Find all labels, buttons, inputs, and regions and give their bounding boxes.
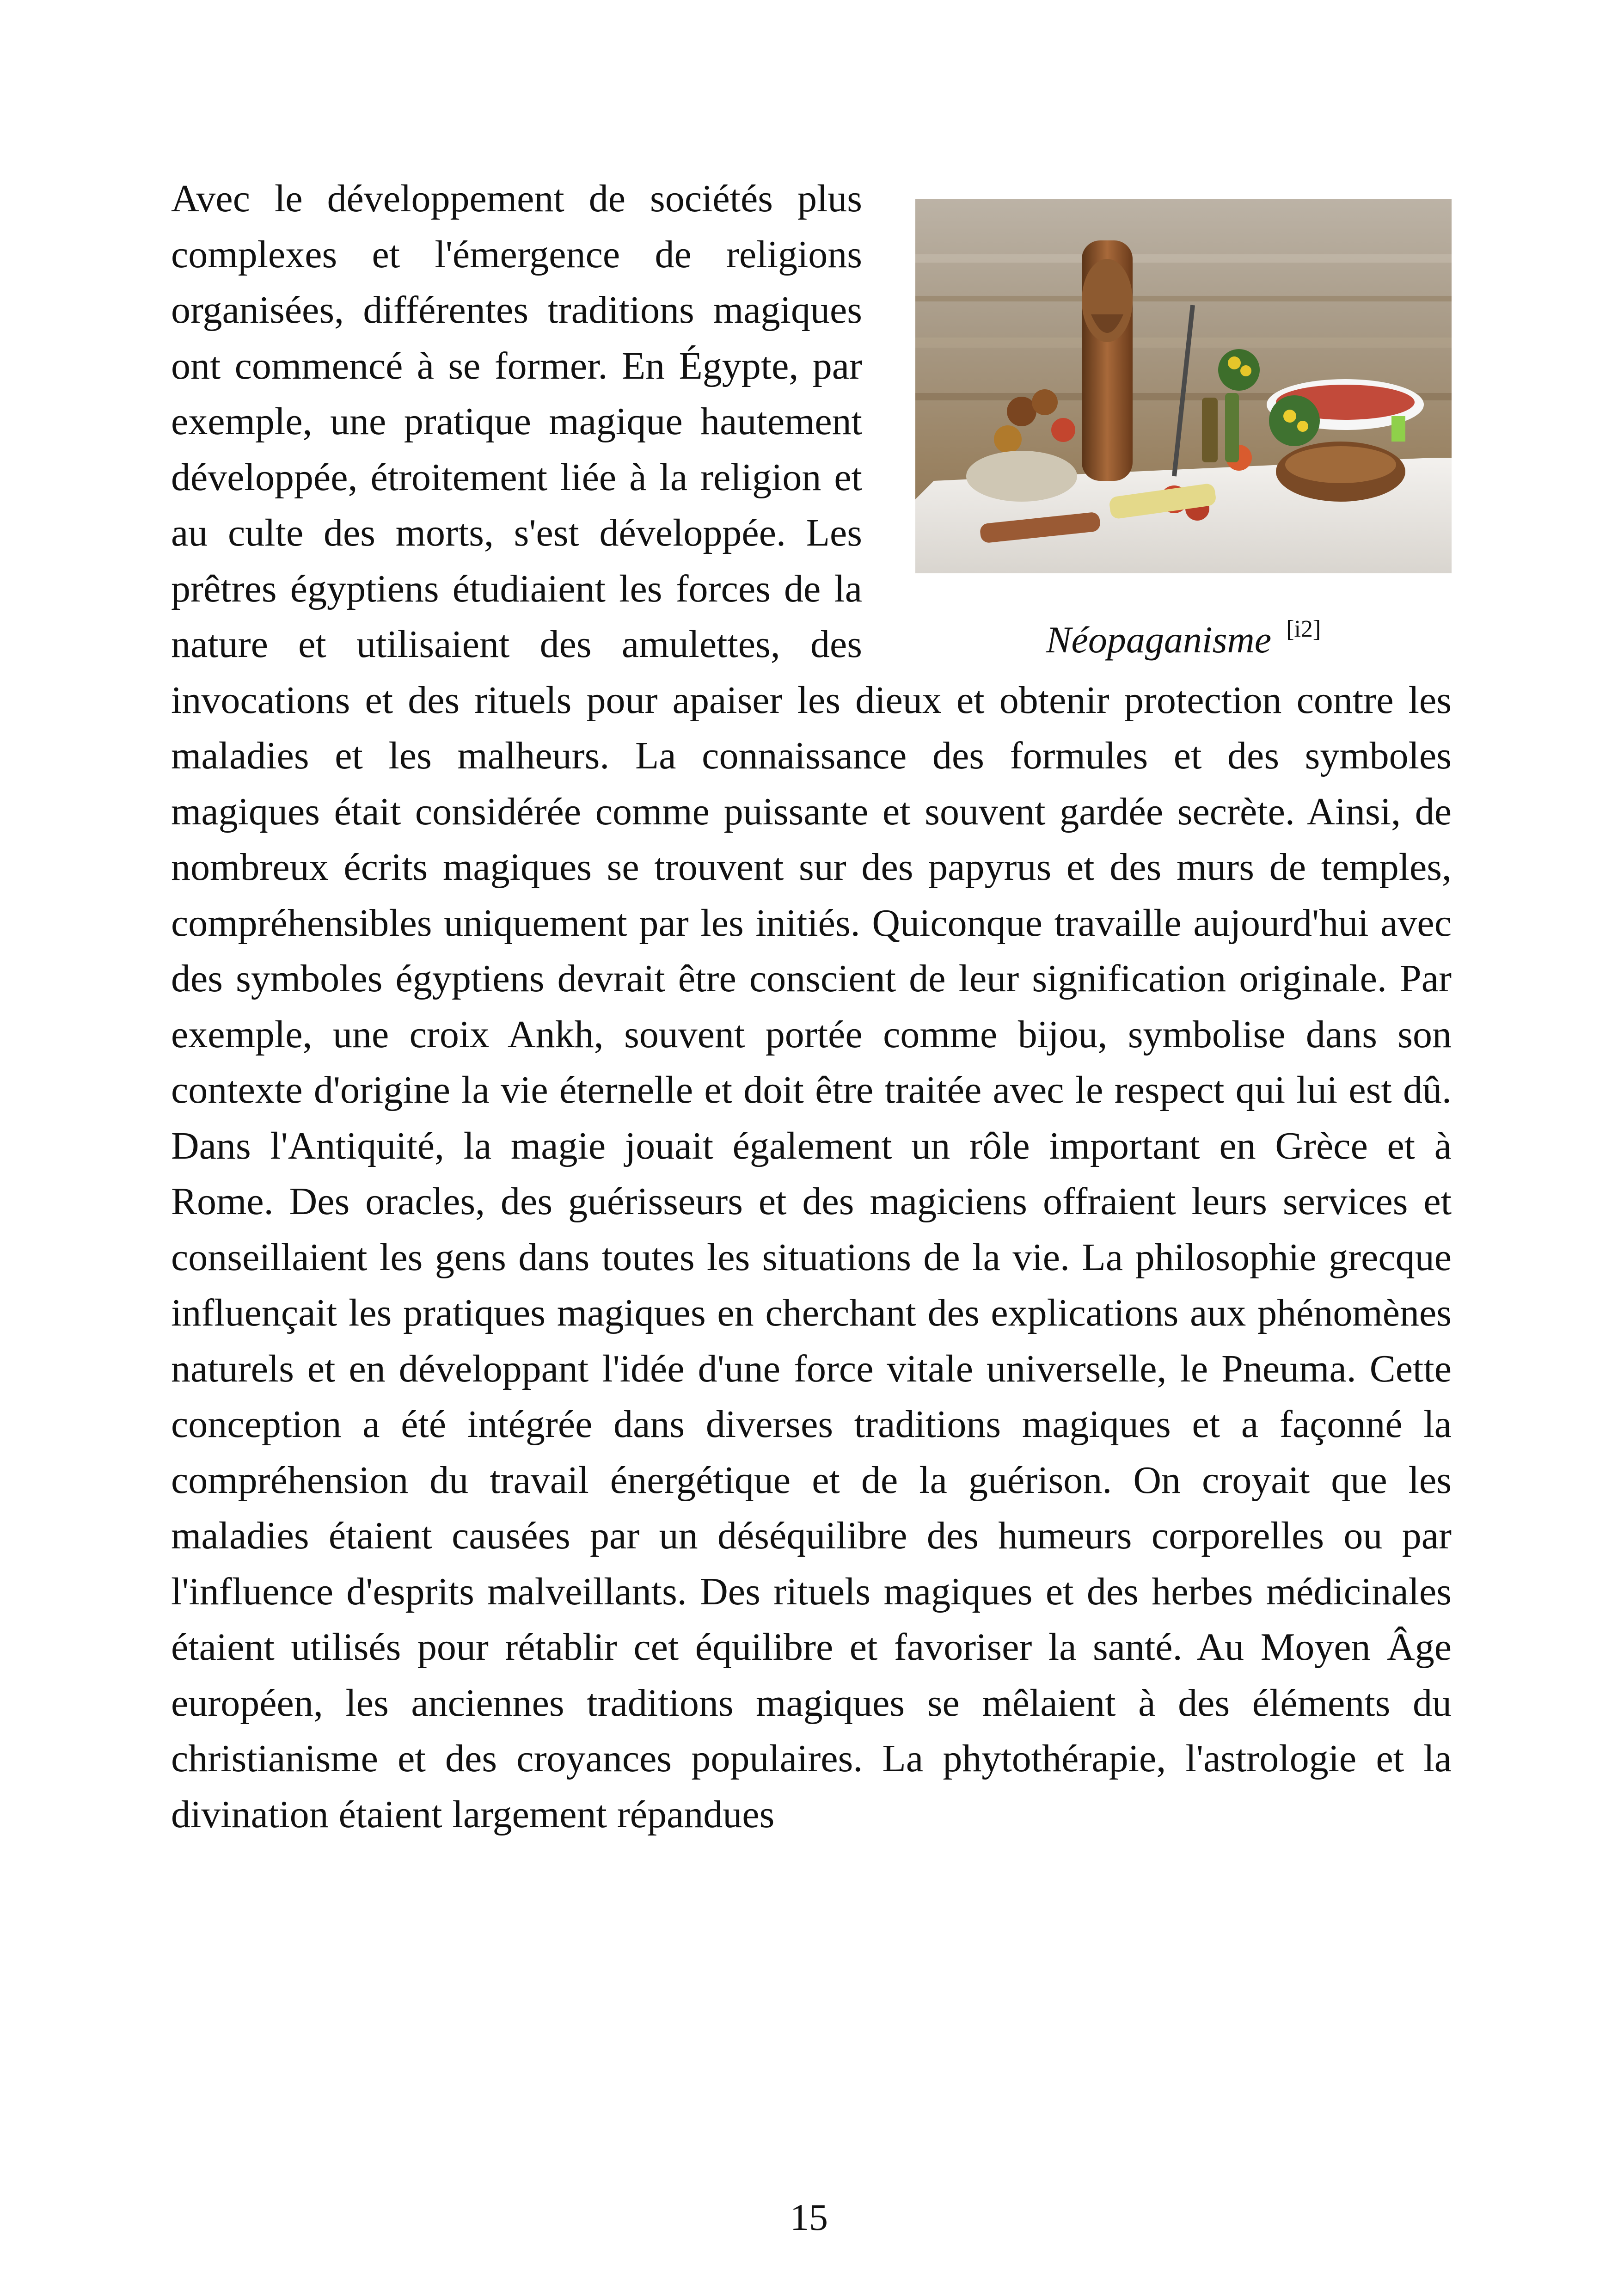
page-content (171, 171, 1452, 1842)
altar-photo (915, 199, 1452, 573)
figure-caption (915, 617, 1452, 659)
body-paragraph: Avec le développement de sociétés plus complexes et l'émergence de religions organisées, différentes traditions magiques ont commencé à se former. En Égypte, par exemple, une pratique magique hautement développée, étroitement liée à la religion et au culte des morts, s'est développée. Les prêtres égyptiens étudiaient les forces de la nature et utilisaient des amulettes, des invocations et des rituels pour apaiser les dieux et obtenir protection contre les maladies et les malheurs. La connaissance des formules et des symboles magiques était considérée comme puissante et souvent gardée secrète. Ainsi, de nombreux écrits magiques se trouvent sur des papyrus et des murs de temples, compréhensibles uniquement par les initiés. Quiconque travaille aujourd'hui avec des symboles égyptiens devrait être conscient de leur signification originale. Par exemple, une croix Ankh, souvent portée comme bijou, symbolise dans son contexte d'origine la vie éternelle et doit être traitée avec le respect qui lui est dû. Dans l'Antiquité, la magie jouait également un rôle important en Grèce et à Rome. Des oracles, des guérisseurs et des magiciens offraient leurs services et conseillaient les gens dans toutes les situations de la vie. La philosophie grecque influençait les pratiques magiques en cherchant des explications aux phénomènes naturels et en développant l'idée d'une force vitale universelle, le Pneuma. Cette conception a été intégrée dans diverses traditions magiques et a façonné la compréhension du travail énergétique et de la guérison. On croyait que les maladies étaient causées par un déséquilibre des humeurs corporelles ou par l'influence d'esprits malveillants. Des rituels magiques et des herbes médicinales étaient utilisés pour rétablir cet équilibre et favoriser la santé. Au Moyen Âge européen, les anciennes traditions magiques se mêlaient à des éléments du christianisme et des croyances populaires. La phytothérapie, l'astrologie et la divination étaient largement répandues (171, 177, 1452, 1836)
figure (915, 199, 1452, 659)
caption-text: Néopaganisme (1046, 619, 1272, 661)
page-number: 15 (790, 2196, 828, 2238)
image-reference: [i2] (1286, 616, 1321, 642)
